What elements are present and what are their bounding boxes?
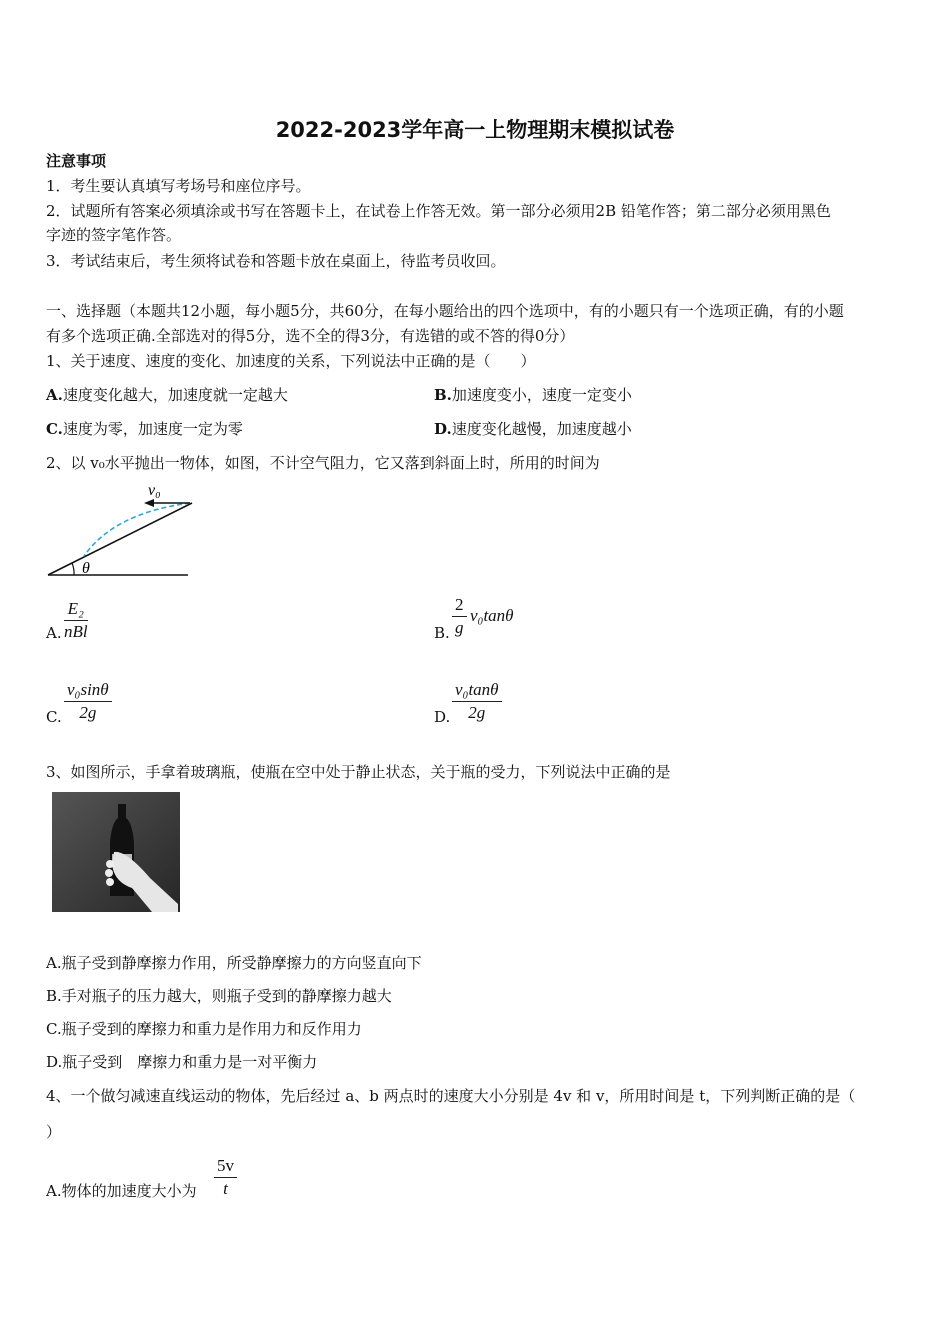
question-3-stem: 3、如图所示，手拿着玻璃瓶，使瓶在空中处于静止状态，关于瓶的受力，下列说法中正确的是 bbox=[46, 763, 671, 781]
q1-option-d: D.速度变化越慢，加速度越小 bbox=[434, 420, 632, 438]
arrow-head bbox=[144, 499, 154, 507]
question-2-stem: 2、以 v₀水平抛出一物体，如图，不计空气阻力，它又落到斜面上时，所用的时间为 bbox=[46, 454, 600, 472]
hand-bottle-photo bbox=[52, 792, 180, 912]
incline-line bbox=[48, 503, 192, 575]
notice-item: 2．试题所有答案必须填涂或书写在答题卡上，在试卷上作答无效。第一部分必须用2B 铅笔作答；第二部分必须用黑色 bbox=[46, 202, 831, 220]
q2-option-c-fraction: $\frac{\text{v₀sinθ}}{2g}$ bbox=[64, 679, 112, 724]
q3-option-c: C.瓶子受到的摩擦力和重力是作用力和反作用力 bbox=[46, 1020, 362, 1038]
notice-heading: 注意事项 bbox=[46, 152, 107, 170]
q1-option-c: C.速度为零，加速度一定为零 bbox=[46, 420, 243, 438]
q4-option-a-text: A.物体的加速度大小为 bbox=[46, 1182, 197, 1200]
section-instructions: 有多个选项正确.全部选对的得5分，选不全的得3分，有选错的或不答的得0分） bbox=[46, 327, 575, 345]
notice-item: 字迹的签字笔作答。 bbox=[46, 226, 182, 244]
question-4-stem: 4、一个做匀减速直线运动的物体，先后经过 a、b 两点时的速度大小分别是 4v 和 v，所用时间是 t，下列判断正确的是（ bbox=[46, 1087, 856, 1105]
q2-option-b-tail: v₀tanθ bbox=[470, 606, 514, 625]
q4-option-a-fraction: $\frac{5v}{t}$ bbox=[214, 1155, 237, 1200]
question-4-stem-end: ） bbox=[46, 1123, 62, 1141]
notice-item: 1．考生要认真填写考场号和座位序号。 bbox=[46, 177, 311, 195]
q2-option-b-fraction: $\frac{2}{g}$ bbox=[452, 594, 467, 639]
theta-label: θ bbox=[82, 560, 90, 577]
q2-option-b-label: B. bbox=[434, 624, 450, 642]
angle-arc bbox=[72, 563, 74, 575]
v0-label: v₀ bbox=[148, 482, 161, 499]
q3-option-b: B.手对瓶子的压力越大，则瓶子受到的静摩擦力越大 bbox=[46, 987, 392, 1005]
page-title: 2022-2023学年高一上物理期末模拟试卷 bbox=[275, 118, 675, 142]
q2-option-a-fraction: E₂ nBl bbox=[64, 599, 88, 641]
section-instructions: 一、选择题（本题共12小题，每小题5分，共60分，在每小题给出的四个选项中，有的小题只有一个选项正确，有的小题 bbox=[46, 302, 844, 320]
q2-option-d-fraction: $\frac{\text{v₀tanθ}}{2g}$ bbox=[452, 679, 502, 724]
q2-option-a-label: A. bbox=[46, 624, 62, 642]
q1-option-a: A.速度变化越大，加速度就一定越大 bbox=[46, 386, 288, 404]
notice-item: 3．考试结束后，考生须将试卷和答题卡放在桌面上，待监考员收回。 bbox=[46, 252, 506, 270]
q1-option-b: B.加速度变小，速度一定变小 bbox=[434, 386, 632, 404]
q2-option-d-label: D. bbox=[434, 708, 451, 726]
trajectory-curve bbox=[84, 503, 190, 556]
q2-option-c-label: C. bbox=[46, 708, 62, 726]
projectile-incline-figure bbox=[44, 478, 194, 582]
question-1-stem: 1、关于速度、速度的变化、加速度的关系，下列说法中正确的是（ ） bbox=[46, 352, 536, 370]
q3-option-a: A.瓶子受到静摩擦力作用，所受静摩擦力的方向竖直向下 bbox=[46, 954, 422, 972]
q3-option-d: D.瓶子受到 摩擦力和重力是一对平衡力 bbox=[46, 1053, 318, 1071]
